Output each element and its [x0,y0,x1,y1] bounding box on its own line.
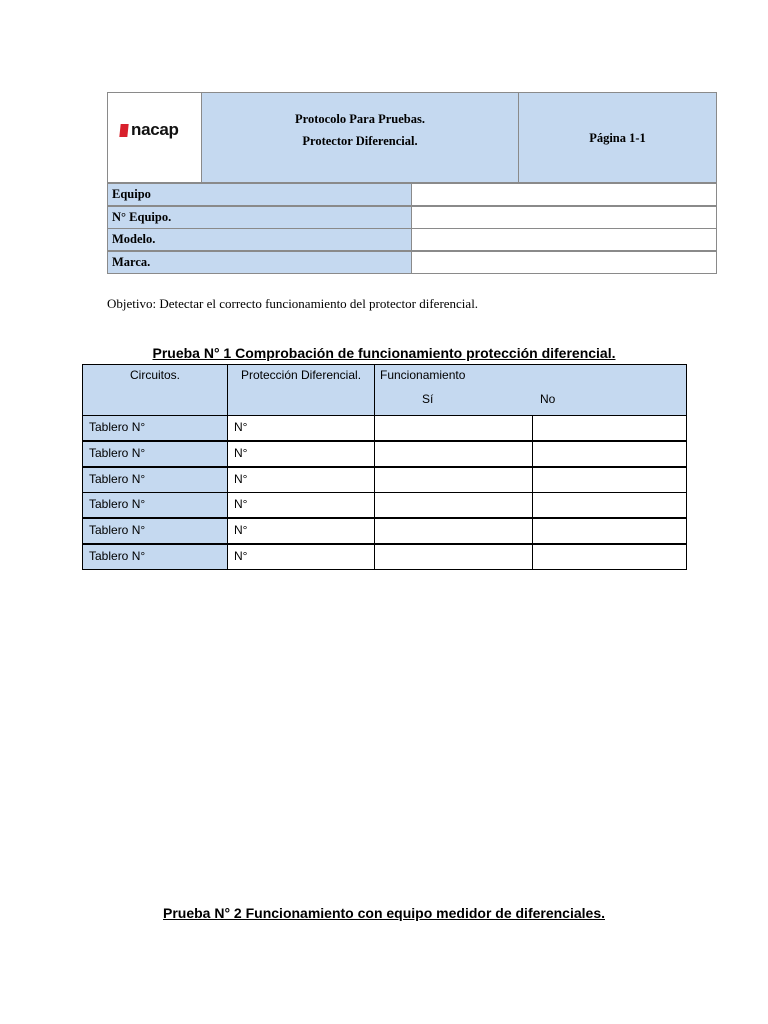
protocol-title: Protocolo Para Pruebas. [295,112,425,126]
logo-mark-icon [119,124,128,137]
circuit-cell: Tablero N° [82,544,228,570]
circuit-cell: Tablero N° [82,441,228,467]
protocol-subtitle: Protector Diferencial. [302,134,418,148]
circuit-cell: Tablero N° [82,518,228,544]
yes-cell[interactable] [374,518,533,544]
inacap-logo [120,120,179,140]
yes-cell[interactable] [374,544,533,570]
header-function-label: Funcionamiento [380,368,466,382]
logo-text: nacap [131,120,179,139]
marca-field[interactable] [411,251,717,274]
modelo-label: Modelo. [107,228,412,251]
protection-cell: N° [227,415,375,441]
logo-cell [107,92,202,183]
equipo-field[interactable] [411,183,717,206]
objective-text: Objetivo: Detectar el correcto funcionamiento del protector diferencial. [107,296,479,311]
no-cell[interactable] [532,467,687,493]
numero-equipo-label: N° Equipo. [107,206,412,229]
page-number: Página 1-1 [589,131,646,145]
test2-title: Prueba N° 2 Funcionamiento con equipo medidor de diferenciales. [162,905,605,921]
no-cell[interactable] [532,492,687,518]
header-yes-label: Sí [422,392,434,406]
marca-label: Marca. [107,251,412,274]
modelo-field[interactable] [411,228,717,251]
equipo-label: Equipo [107,183,412,206]
no-cell[interactable] [532,441,687,467]
circuit-cell: Tablero N° [82,415,228,441]
yes-cell[interactable] [374,467,533,493]
protection-cell: N° [227,441,375,467]
header-function [374,364,687,416]
test1-title: Prueba N° 1 Comprobación de funcionamiento protección diferencial. [152,345,616,361]
protection-cell: N° [227,492,375,518]
protection-cell: N° [227,544,375,570]
protection-cell: N° [227,518,375,544]
yes-cell[interactable] [374,492,533,518]
yes-cell[interactable] [374,441,533,467]
header-circuits [82,364,228,416]
header-circuits-label: Circuitos. [129,368,180,382]
no-cell[interactable] [532,518,687,544]
page-number-cell [518,92,717,183]
no-cell[interactable] [532,544,687,570]
circuit-cell: Tablero N° [82,492,228,518]
header-no-label: No [540,392,556,406]
protection-cell: N° [227,467,375,493]
protocol-title-cell [201,92,519,183]
yes-cell[interactable] [374,415,533,441]
header-protection [227,364,375,416]
circuit-cell: Tablero N° [82,467,228,493]
no-cell[interactable] [532,415,687,441]
numero-equipo-field[interactable] [411,206,717,229]
header-protection-label: Protección Diferencial. [240,368,362,382]
